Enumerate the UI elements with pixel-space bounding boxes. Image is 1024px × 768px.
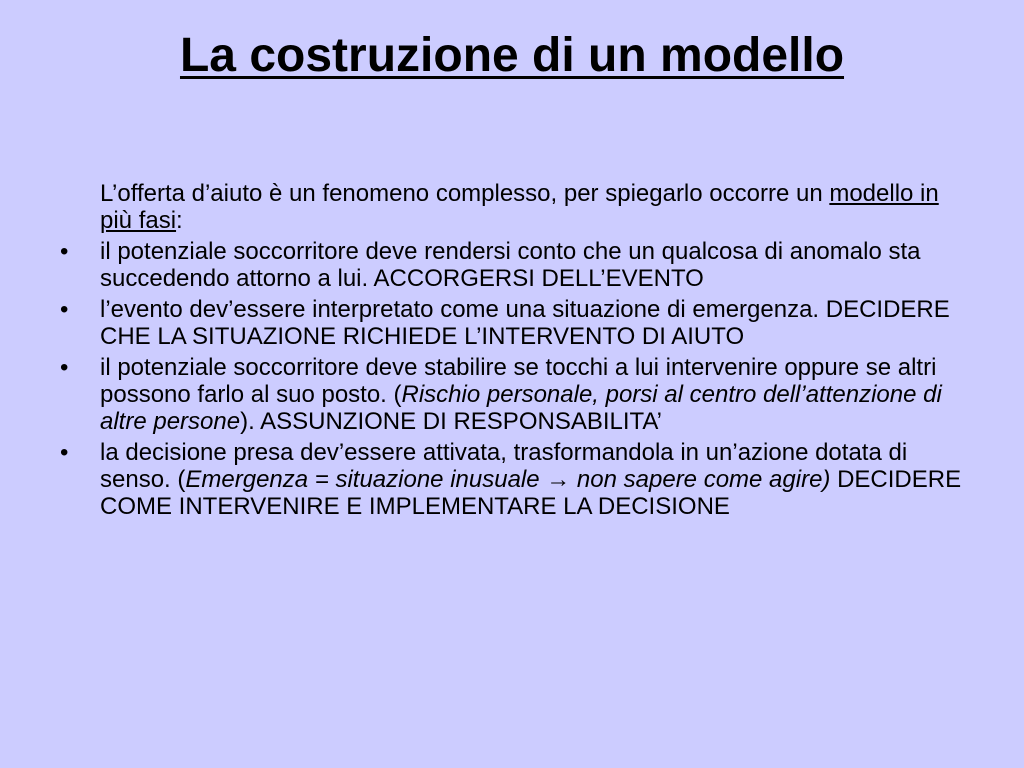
bullet-text: il potenziale soccorritore deve rendersi conto che un qualcosa di anomalo sta succedendo attorno a lui. ACCORGERSI DELL’EVENTO	[100, 238, 921, 292]
bullet-item-1	[56, 238, 976, 292]
bullet-list	[56, 238, 976, 520]
intro-text: L’offerta d’aiuto è un fenomeno complesso, per spiegarlo occorre un	[100, 180, 830, 207]
intro-underlined-text: modello in più fasi	[100, 180, 939, 234]
bullet-text-post: DECIDERE COME INTERVENIRE E IMPLEMENTARE LA DECISIONE	[100, 466, 962, 520]
bullet-text-italic: Emergenza = situazione inusuale → non sapere come agire)	[185, 466, 831, 493]
slide-title-text: La costruzione di un modello	[179, 29, 845, 82]
bullet-marker: •	[60, 238, 69, 265]
intro-paragraph	[56, 180, 976, 234]
bullet-text: l’evento dev’essere interpretato come una situazione di emergenza. DECIDERE CHE LA SITUAZIONE RICHIEDE L’INTERVENTO DI AIUTO	[100, 296, 950, 350]
bullet-text-pre: il potenziale soccorritore deve stabilire se tocchi a lui intervenire oppure se altri possono farlo al suo posto. (	[100, 354, 937, 408]
bullet-marker: •	[60, 296, 69, 323]
bullet-marker: •	[60, 354, 69, 381]
intro-suffix: :	[176, 207, 183, 234]
bullet-text-pre: la decisione presa dev’essere attivata, trasformandola in un’azione dotata di senso. (	[100, 439, 908, 493]
bullet-marker: •	[60, 439, 69, 466]
bullet-text-post: ). ASSUNZIONE DI RESPONSABILITA’	[240, 408, 662, 435]
slide-title	[0, 28, 1024, 83]
bullet-text-italic: Rischio personale, porsi al centro dell’attenzione di altre persone	[100, 381, 942, 435]
bullet-item-3	[56, 354, 976, 435]
bullet-item-2	[56, 296, 976, 350]
bullet-item-4	[56, 439, 976, 520]
slide-body	[56, 180, 976, 524]
